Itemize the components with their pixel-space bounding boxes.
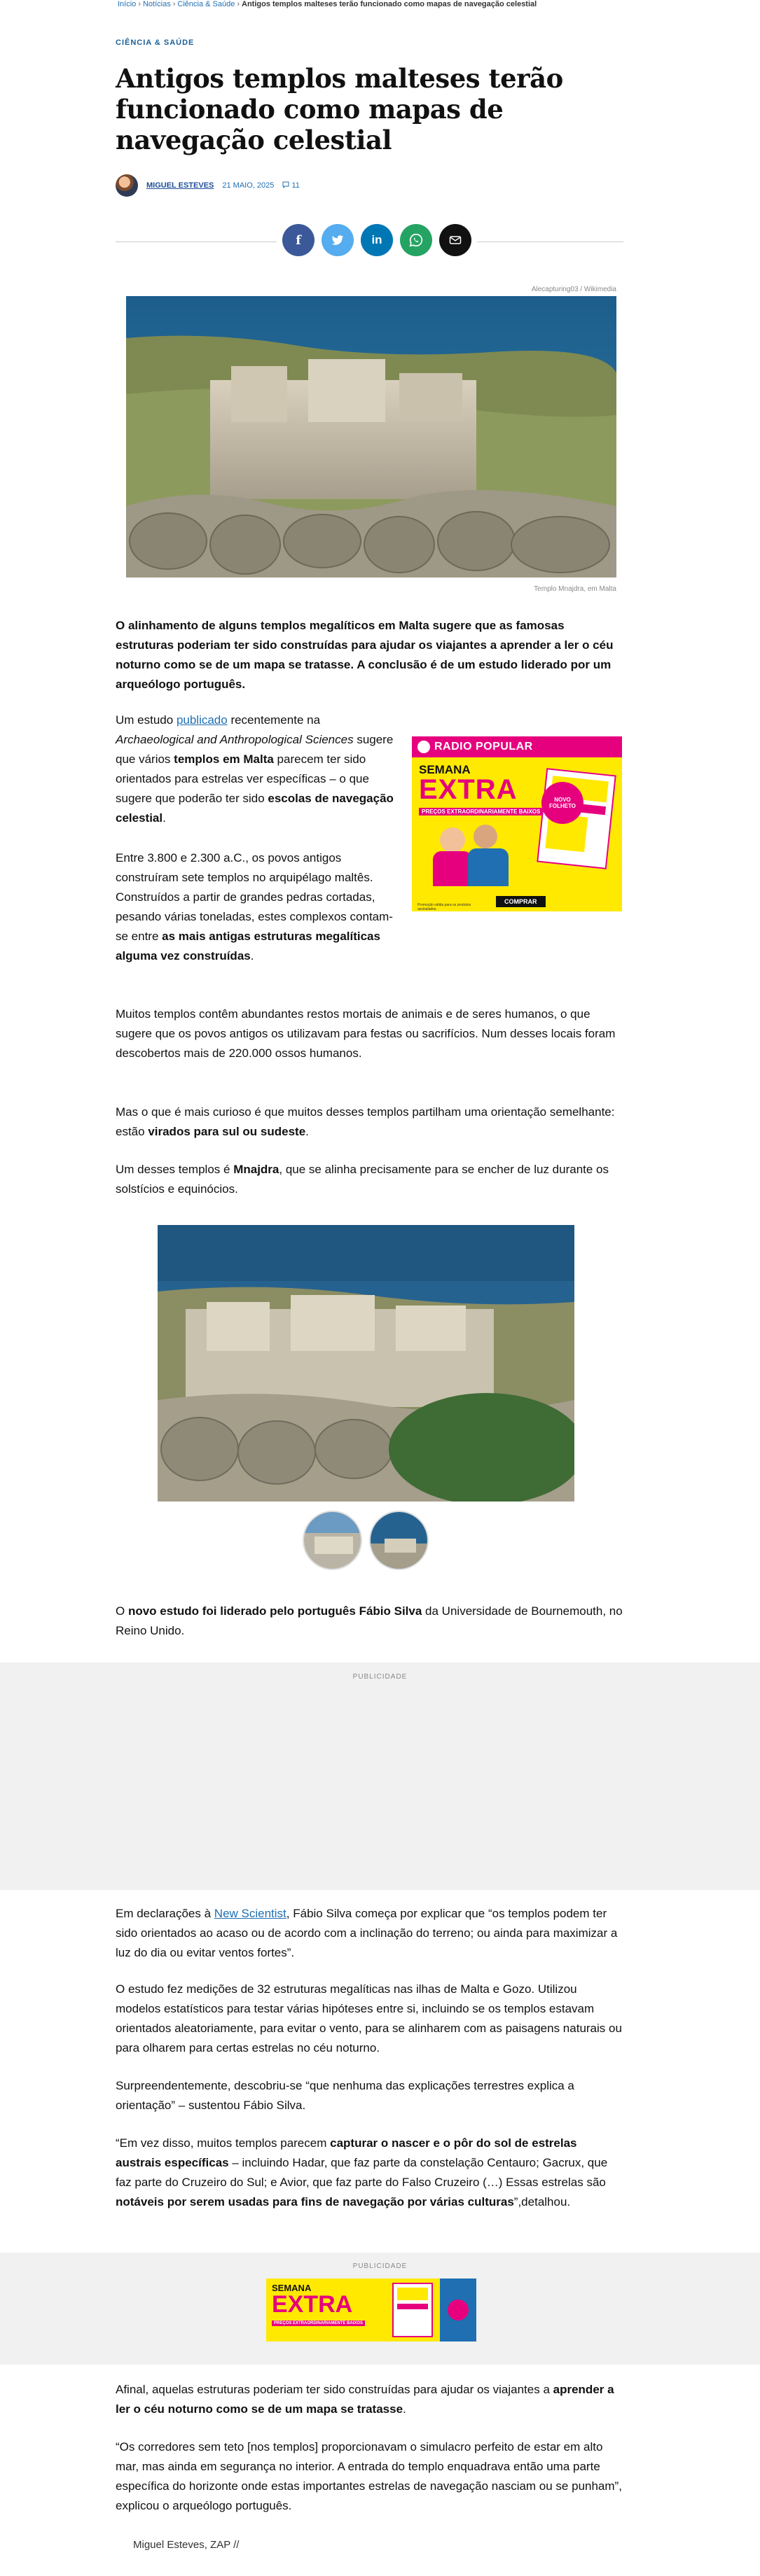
thumbnail-photo-1 <box>304 1512 362 1570</box>
p4-text-1: Mas o que é mais curioso é que muitos desses templos partilham uma orientação semelhante: estão <box>116 1105 615 1138</box>
ad-tagline: PREÇOS EXTRAORDINARIAMENTE BAIXOS <box>419 808 543 816</box>
paragraph-2 <box>116 848 396 966</box>
paragraph-8: O estudo fez medições de 32 estruturas megalíticas nas ilhas de Malta e Gozo. Utilizou modelos estatísticos para testar várias hipóteses entre si, incluindo se os templos estavam orientados aleatoriamente, para evitar o vento, para se alinharem com as paisagens naturais ou para olharem para certas estrelas no céu noturno. <box>116 1982 622 2054</box>
breadcrumb-news[interactable]: Notícias <box>142 0 171 8</box>
publish-date: 21 MAIO, 2025 <box>222 181 275 190</box>
linkedin-icon: in <box>371 233 382 246</box>
banner-catalog <box>392 2283 433 2337</box>
ad-extra: EXTRA <box>419 774 518 805</box>
paragraph-7 <box>116 1904 623 1963</box>
p6-bold-1: novo estudo foi liderado pelo português Fábio Silva <box>127 1604 422 1618</box>
twitter-share-button[interactable] <box>322 224 354 256</box>
avatar <box>116 174 138 197</box>
ad-label-2: PUBLICIDADE <box>352 2262 408 2270</box>
gallery-main-image[interactable] <box>158 1225 574 1502</box>
p6-text-1: O <box>116 1604 128 1618</box>
p1-text-2: recentemente na <box>227 713 321 727</box>
breadcrumb-section[interactable]: Ciência & Saúde <box>177 0 235 8</box>
p1-bold-1: templos em Malta <box>174 752 274 766</box>
article-signature: Miguel Esteves, ZAP // <box>133 2539 240 2551</box>
p10-bold-1: capturar o nascer e o pôr do sol de estrelas austrais específicas <box>116 2136 577 2169</box>
comments-number: 11 <box>291 181 300 190</box>
comment-icon <box>282 181 289 188</box>
paragraph-6 <box>116 1602 623 1641</box>
p11-text-1: Afinal, aquelas estruturas poderiam ter sido construídas para ajudar os viajantes a <box>116 2383 553 2396</box>
gallery-thumbnail-1[interactable] <box>303 1511 362 1570</box>
publicado-link[interactable]: publicado <box>176 713 228 727</box>
p5-text-2: , que se alinha precisamente para se encher de luz durante os solstícios e equinócios. <box>116 1163 609 1196</box>
new-scientist-link[interactable]: New Scientist <box>214 1907 286 1920</box>
p1-text-5: . <box>163 811 166 825</box>
mnajdra-photo <box>158 1225 574 1502</box>
paragraph-1 <box>116 710 396 828</box>
p6-text-2: da Universidade de Bournemouth, no Reino Unido. <box>116 1604 623 1637</box>
paragraph-10 <box>116 2134 623 2212</box>
p1-text-3: sugere que vários <box>116 733 394 766</box>
p10-text-2: – incluindo Hadar, que faz parte da constelação Centauro; Gacrux, que faz parte do Cruzeiro do Sul; e Avior, que faz parte do Falso Cruzeiro (…) Essas estrelas são <box>116 2156 608 2189</box>
p11-bold-1: aprender a ler o céu noturno como se de um mapa se tratasse <box>116 2383 614 2416</box>
breadcrumb-current: Antigos templos malteses terão funcionado como mapas de navegação celestial <box>242 0 537 8</box>
byline <box>116 174 300 197</box>
p1-text-1: Um estudo <box>116 713 177 727</box>
p4-text-2: . <box>305 1125 309 1138</box>
breadcrumb-home[interactable]: Início <box>118 0 137 8</box>
p5-bold-1: Mnajdra <box>233 1163 279 1176</box>
category-label[interactable]: CIÊNCIA & SAÚDE <box>116 38 195 47</box>
p5-text-1: Um desses templos é <box>116 1163 234 1176</box>
p2-text-1: Entre 3.800 e 2.300 a.C., os povos antigos construíram sete templos no arquipélago maltês. Construídos a partir de grandes pedras cortadas, pesando várias toneladas, estes complexos contam-se entre <box>116 851 393 943</box>
whatsapp-share-button[interactable] <box>400 224 432 256</box>
breadcrumb: Início › Notícias › Ciência & Saúde › Antigos templos malteses terão funcionado como mapas de navegação celestial <box>118 0 537 8</box>
p1-bold-2: escolas de navegação celestial <box>116 792 394 825</box>
thumbnail-photo-2 <box>371 1512 429 1570</box>
radio-popular-banner-ad[interactable] <box>266 2278 476 2342</box>
share-bar <box>277 224 477 256</box>
hero-image-credit: Alecapturing03 / Wikimedia <box>531 286 616 293</box>
paragraph-12: “Os corredores sem teto [nos templos] proporcionavam o simulacro perfeito de estar em alto mar, mas ainda em segurança no interior. A entrada do templo enquadrava então uma parte específica do horizonte onde estas importantes estrelas de navegação nasciam ou se punham”, explicou o arqueólogo português. <box>116 2440 622 2512</box>
p10-text-1: “Em vez disso, muitos templos parecem <box>116 2136 331 2150</box>
ad-header <box>412 736 622 757</box>
ad-cta-button[interactable]: COMPRAR <box>496 896 546 907</box>
p10-bold-2: notáveis por serem usadas para fins de navegação por várias culturas <box>116 2195 514 2208</box>
comments-count[interactable] <box>282 181 299 190</box>
author-link[interactable]: MIGUEL ESTEVES <box>146 181 214 190</box>
email-share-button[interactable] <box>439 224 471 256</box>
p11-text-2: . <box>403 2402 406 2416</box>
banner-tagline: PREÇOS EXTRAORDINARIAMENTE BAIXOS <box>272 2320 365 2326</box>
email-icon <box>448 233 462 247</box>
ad-tag: NOVO FOLHETO <box>541 782 583 824</box>
temple-photo <box>126 296 616 578</box>
facebook-share-button[interactable] <box>282 224 315 256</box>
paragraph-4 <box>116 1102 623 1142</box>
banner-brand-block <box>440 2278 476 2342</box>
journal-name: Archaeological and Anthropological Sciences <box>116 733 354 746</box>
p2-bold-1: as mais antigas estruturas megalíticas alguma vez construídas <box>116 930 380 962</box>
p7-text-2: , Fábio Silva começa por explicar que “os templos podem ter sido orientados ao acaso ou de acordo com a inclinação do terreno; ou ainda para maximizar a luz do dia ou evitar ventos fortes”. <box>116 1907 618 1959</box>
facebook-icon: f <box>296 232 301 248</box>
paragraph-5 <box>116 1160 623 1199</box>
ad-fine-print: Promoção válida para os produtos assinalados. <box>417 903 471 911</box>
ad-logo-icon <box>417 741 430 753</box>
ad-label-1: PUBLICIDADE <box>352 1673 408 1681</box>
p1-text-4: parecem ter sido orientados para estrelas ver específicas – o que sugere que poderão ter sido <box>116 752 369 805</box>
article-lead: O alinhamento de alguns templos megalíticos em Malta sugere que as famosas estruturas poderiam ter sido construídas para ajudar os viajantes a aprender a ler o céu noturno como se de um mapa se tratasse. A conclusão é de um estudo liderado por um arqueólogo português. <box>116 619 614 691</box>
whatsapp-icon <box>408 232 424 248</box>
hero-image-caption: Templo Mnajdra, em Malta <box>534 585 616 593</box>
radio-popular-ad[interactable] <box>412 736 622 911</box>
banner-extra: EXTRA <box>272 2291 353 2318</box>
page-title: Antigos templos malteses terão funcionado como mapas de navegação celestial <box>116 63 563 155</box>
paragraph-3: Muitos templos contêm abundantes restos mortais de animais e de seres humanos, o que sugere que os povos antigos os utilizavam para festas ou sacrifícios. Num desses locais foram descobertos mais de 220.000 ossos humanos. <box>116 1007 616 1060</box>
paragraph-11 <box>116 2380 623 2419</box>
ad-band-1 <box>0 1662 760 1890</box>
twitter-icon <box>331 233 345 247</box>
p7-text-1: Em declarações à <box>116 1907 214 1920</box>
banner-week: SEMANA <box>272 2283 312 2293</box>
p10-text-3: ”,detalhou. <box>513 2195 571 2208</box>
ad-week: SEMANA <box>419 763 471 776</box>
ad-people-illustration <box>433 820 510 887</box>
ad-brand: RADIO POPULAR <box>434 741 533 752</box>
p2-text-2: . <box>250 949 254 962</box>
gallery-thumbnail-2[interactable] <box>369 1511 429 1570</box>
p4-bold-1: virados para sul ou sudeste <box>148 1125 306 1138</box>
paragraph-9: Surpreendentemente, descobriu-se “que nenhuma das explicações terrestres explica a orientação” – sustentou Fábio Silva. <box>116 2079 574 2112</box>
hero-image[interactable] <box>126 296 616 578</box>
linkedin-share-button[interactable] <box>361 224 393 256</box>
